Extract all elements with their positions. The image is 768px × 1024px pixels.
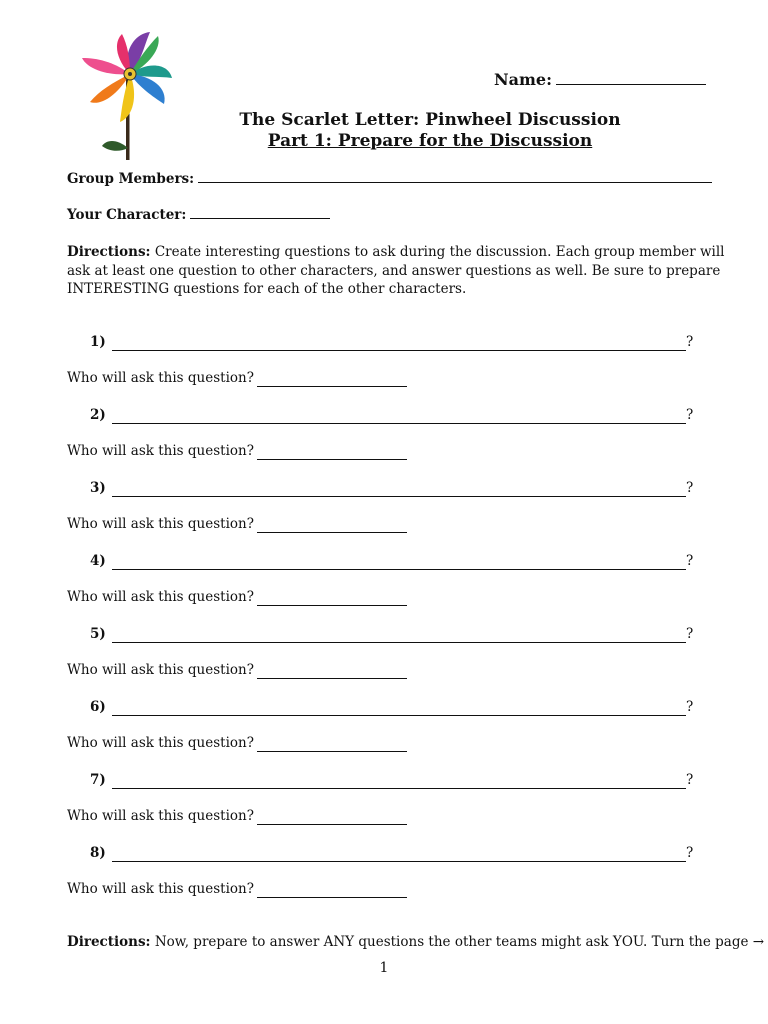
who-will-ask-blank[interactable] [257,662,407,679]
who-will-ask-field[interactable] [67,443,407,460]
question-row[interactable] [90,334,710,351]
who-will-ask-label: Who will ask this question? [67,808,254,824]
who-will-ask-field[interactable] [67,589,407,606]
question-answer-line[interactable] [112,334,686,351]
who-will-ask-blank[interactable] [257,589,407,606]
name-field[interactable] [494,70,706,89]
question-answer-line[interactable] [112,845,686,862]
directions-label: Directions: [67,244,151,260]
who-will-ask-field[interactable] [67,881,407,898]
question-mark: ? [686,480,694,496]
page-title: The Scarlet Letter: Pinwheel Discussion [239,110,621,130]
question-answer-line[interactable] [112,480,686,497]
who-will-ask-label: Who will ask this question? [67,881,254,897]
who-will-ask-field[interactable] [67,808,407,825]
who-will-ask-blank[interactable] [257,735,407,752]
page-number: 1 [379,960,389,976]
question-mark: ? [686,553,694,569]
question-mark: ? [686,772,694,788]
question-answer-line[interactable] [112,626,686,643]
group-members-label: Group Members: [67,171,195,187]
who-will-ask-blank[interactable] [257,443,407,460]
who-will-ask-label: Who will ask this question? [67,516,254,532]
character-label: Your Character: [67,207,187,223]
question-answer-line[interactable] [112,772,686,789]
who-will-ask-blank[interactable] [257,808,407,825]
character-blank[interactable] [190,217,330,219]
question-number: 4) [90,553,106,569]
question-answer-line[interactable] [112,699,686,716]
question-row[interactable] [90,553,710,570]
question-row[interactable] [90,407,710,424]
question-row[interactable] [90,480,710,497]
question-number: 7) [90,772,106,788]
directions-text: Create interesting questions to ask during the discussion. Each group member will ask at least one question to other characters, and answer questions as well. Be sure to prepare INTERESTING questions for each of the other characters. [67,244,725,297]
question-mark: ? [686,334,694,350]
page-subtitle: Part 1: Prepare for the Discussion [267,131,593,151]
question-answer-line[interactable] [112,407,686,424]
group-members-field[interactable] [67,171,712,187]
who-will-ask-field[interactable] [67,662,407,679]
question-number: 5) [90,626,106,642]
who-will-ask-blank[interactable] [257,516,407,533]
who-will-ask-label: Who will ask this question? [67,662,254,678]
question-number: 2) [90,407,106,423]
question-number: 3) [90,480,106,496]
directions-bottom-text: Now, prepare to answer ANY questions the other teams might ask YOU. Turn the page → [154,934,765,950]
who-will-ask-label: Who will ask this question? [67,443,254,459]
who-will-ask-field[interactable] [67,735,407,752]
who-will-ask-field[interactable] [67,370,407,387]
question-row[interactable] [90,845,710,862]
question-mark: ? [686,626,694,642]
directions-bottom-label: Directions: [67,934,151,950]
name-blank[interactable] [556,83,706,85]
question-row[interactable] [90,772,710,789]
question-number: 6) [90,699,106,715]
who-will-ask-label: Who will ask this question? [67,589,254,605]
question-mark: ? [686,699,694,715]
directions-top [67,243,727,299]
who-will-ask-label: Who will ask this question? [67,735,254,751]
directions-bottom [67,934,764,950]
group-members-blank[interactable] [198,181,712,183]
who-will-ask-field[interactable] [67,516,407,533]
question-row[interactable] [90,699,710,716]
name-label: Name: [494,70,553,89]
character-field[interactable] [67,207,330,223]
question-number: 8) [90,845,106,861]
who-will-ask-label: Who will ask this question? [67,370,254,386]
question-number: 1) [90,334,106,350]
question-answer-line[interactable] [112,553,686,570]
question-mark: ? [686,407,694,423]
who-will-ask-blank[interactable] [257,370,407,387]
who-will-ask-blank[interactable] [257,881,407,898]
question-mark: ? [686,845,694,861]
question-row[interactable] [90,626,710,643]
